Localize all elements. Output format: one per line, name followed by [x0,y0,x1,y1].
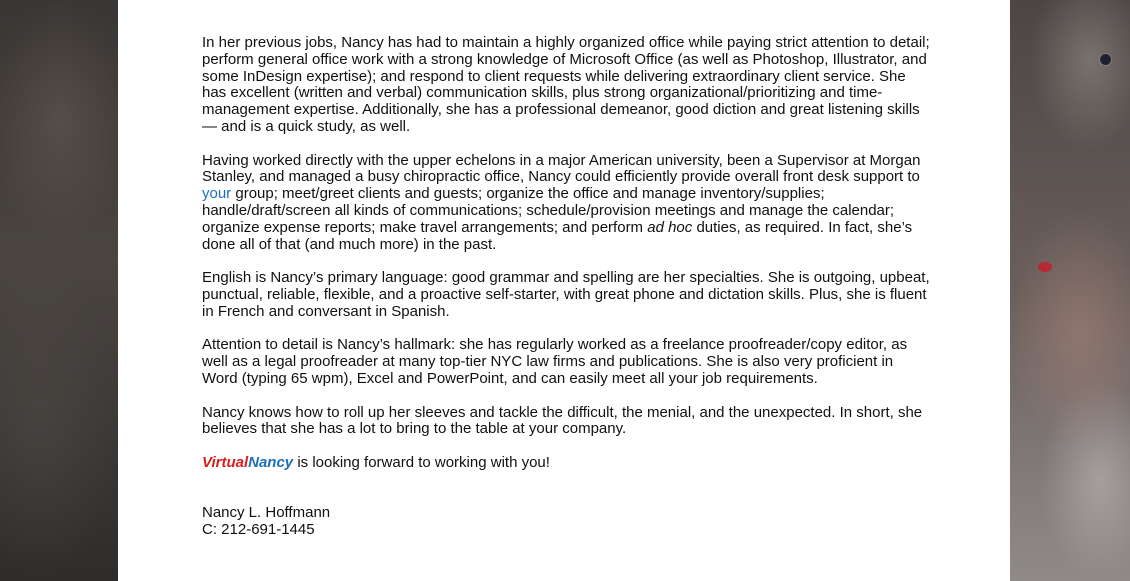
paragraph-language: English is Nancy’s primary language: good grammar and spelling are her specialties. She is outgoing, upbeat, punctual, reliable, flexible, and a proactive self-starter, with great phone and dictation skills. Plus, she is fluent in French and conversant in Spanish. [202,269,930,320]
signature-block [202,505,932,539]
signature-phone: C: 212-691-1445 [202,521,315,539]
paragraph-support-end: duties, as required. In fact, she’s done all of that (and much more) in the past. [202,218,913,253]
brand-nancy: Nancy [248,453,294,471]
paragraph-sleeves: Nancy knows how to roll up her sleeves and tackle the difficult, the menial, and the unexpected. In short, she believes that she has a lot to bring to the table at your company. [202,403,923,438]
painted-nail-detail [1038,262,1052,272]
letter-body [202,35,932,539]
background-photo-left [0,0,118,581]
signature-name: Nancy L. Hoffmann [202,504,331,522]
closing-line [202,455,932,472]
brand-virtual: Virtual [202,453,249,471]
letter-paper [118,0,1010,581]
your-link[interactable]: your [202,185,232,203]
paragraph-attention: Attention to detail is Nancy’s hallmark: she has regularly worked as a freelance proofreader/copy editor, as well as a legal proofreader at many top-tier NYC law firms and publications. She is also very proficient in Word (typing 65 wpm), Excel and PowerPoint, and can easily meet all your job requirements. [202,336,908,387]
shirt-button-detail [1100,54,1111,65]
paragraph-support-middle: group; meet/greet clients and guests; organize the office and manage inventory/supplies; handle/draft/screen all kinds of communications; schedule/provision meetings and manage the calendar; organize expense reports; make travel arrangements; and perform [202,185,895,236]
closing-text: is looking forward to working with you! [293,453,550,471]
background-photo-right [1010,0,1130,581]
paragraph-support-start: Having worked directly with the upper echelons in a major American university, been a Supervisor at Morgan Stanley, and managed a busy chiropractic office, Nancy could efficiently provide overall front desk support to [202,151,921,186]
ad-hoc-italic: ad hoc [647,218,693,236]
paragraph-support [202,153,932,254]
paragraph-experience: In her previous jobs, Nancy has had to maintain a highly organized office while paying strict attention to detail; perform general office work with a strong knowledge of Microsoft Office (as well as Photoshop, Illustrator, and some InDesign expertise); and respond to client requests while delivering extraordinary client service. She has excellent (written and verbal) communication skills, plus strong organizational/prioritizing and time-management expertise. Additionally, she has a professional demeanor, good diction and great listening skills — and is a quick study, as well. [202,34,930,135]
